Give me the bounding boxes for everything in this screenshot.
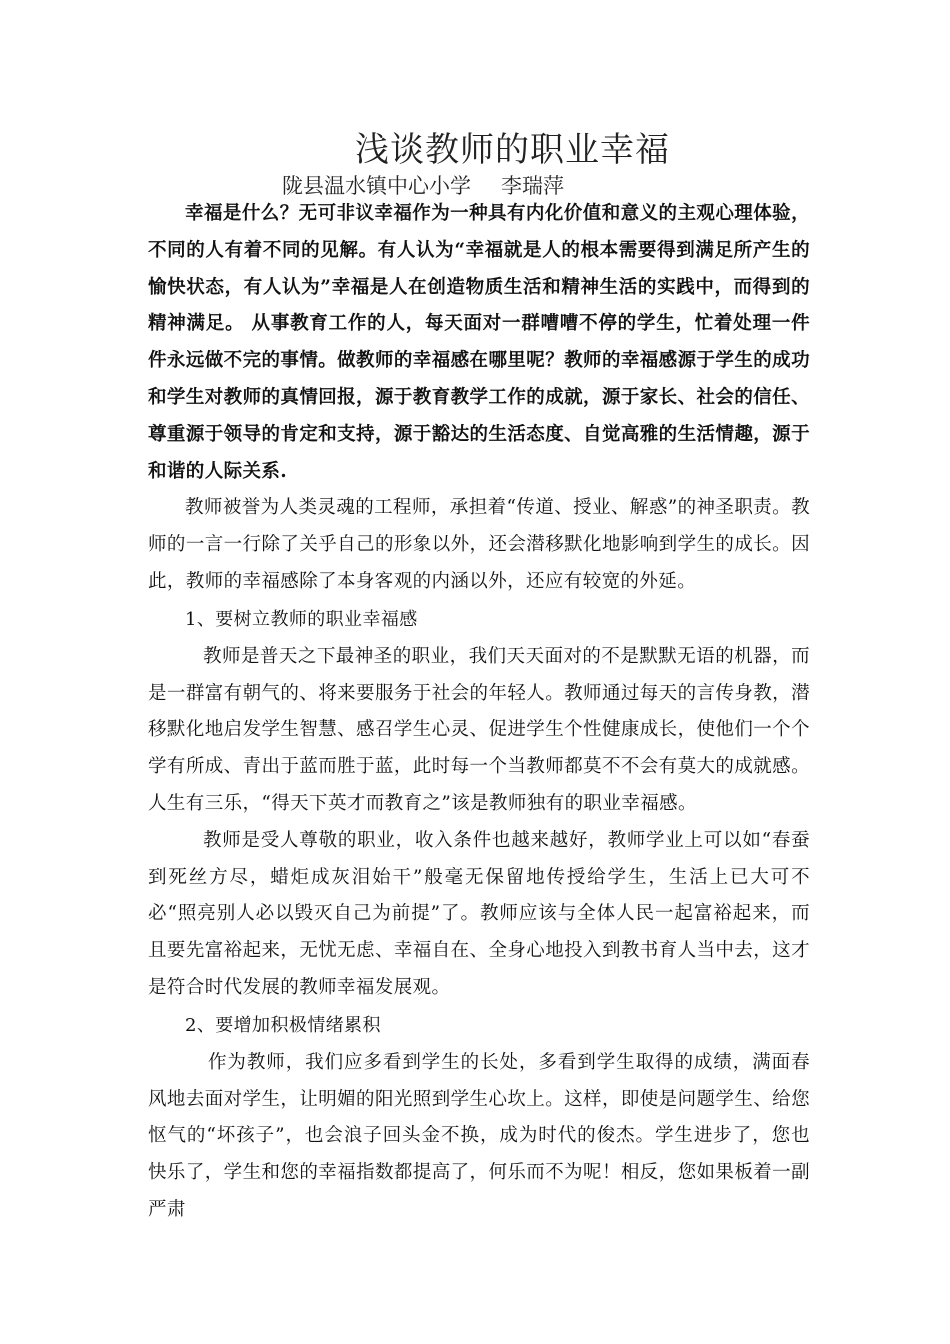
school-name: 陇县温水镇中心小学 xyxy=(282,174,471,198)
document-body xyxy=(148,196,810,1229)
paragraph-sacred-profession: 教师是普天之下最神圣的职业，我们天天面对的不是默默无语的机器，而是一群富有朝气的、将来要服务于社会的年轻人。教师通过每天的言传身教，潜移默化地启发学生智慧、感召学生心灵、促进学生个性健康成长，使他们一个个学有所成、青出于蓝而胜于蓝，此时每一个当教师都莫不不会有莫大的成就感。人生有三乐，“得天下英才而教育之”该是教师独有的职业幸福感。 xyxy=(148,645,810,814)
paragraph-teacher-role: 教师被誉为人类灵魂的工程师，承担着“传道、授业、解惑”的神圣职责。教师的一言一行除了关乎自己的形象以外，还会潜移默化地影响到学生的成长。因此，教师的幸福感除了本身客观的内涵以外，还应有较宽的外延。 xyxy=(148,497,810,592)
paragraph-respected-profession: 教师是受人尊敬的职业，收入条件也越来越好，教师学业上可以如“春蚕到死丝方尽，蜡炬成灰泪始干”般毫无保留地传授给学生，生活上已大可不必“照亮别人必以毁灭自己为前提”了。教师应该与全体人民一起富裕起来，而且要先富裕起来，无忧无虑、幸福自在、全身心地投入到教书育人当中去，这才是符合时代发展的教师幸福发展观。 xyxy=(148,829,810,998)
document-title: 浅谈教师的职业幸福 xyxy=(355,130,670,170)
section-heading-2: 2、要增加积极情绪累积 xyxy=(185,1014,381,1036)
paragraph-positive-emotion: 作为教师，我们应多看到学生的长处，多看到学生取得的成绩，满面春风地去面对学生，让明媚的阳光照到学生心坎上。这样，即使是问题学生、给您怄气的“坏孩子”，也会浪子回头金不换，成为时代的俊杰。学生进步了，您也快乐了，学生和您的幸福指数都提高了，何乐而不为呢！相反，您如果板着一副严肃 xyxy=(148,1051,810,1220)
author-name: 李瑞萍 xyxy=(501,174,564,198)
section-heading-1: 1、要树立教师的职业幸福感 xyxy=(185,608,418,630)
paragraph-intro: 幸福是什么？无可非议幸福作为一种具有内化价值和意义的主观心理体验，不同的人有着不同的见解。有人认为“幸福就是人的根本需要得到满足所产生的愉快状态，有人认为”幸福是人在创造物质生活和精神生活的实践中，而得到的精神满足。 从事教育工作的人，每天面对一群嘈嘈不停的学生，忙着处理一件件永远做不完的事情。做教师的幸福感在哪里呢？教师的幸福感源于学生的成功和学生对教师的真情回报，源于教育教学工作的成就，源于家长、社会的信任、尊重源于领导的肯定和支持，源于豁达的生活态度、自觉高雅的生活情趣，源于和谐的人际关系. xyxy=(148,203,810,482)
